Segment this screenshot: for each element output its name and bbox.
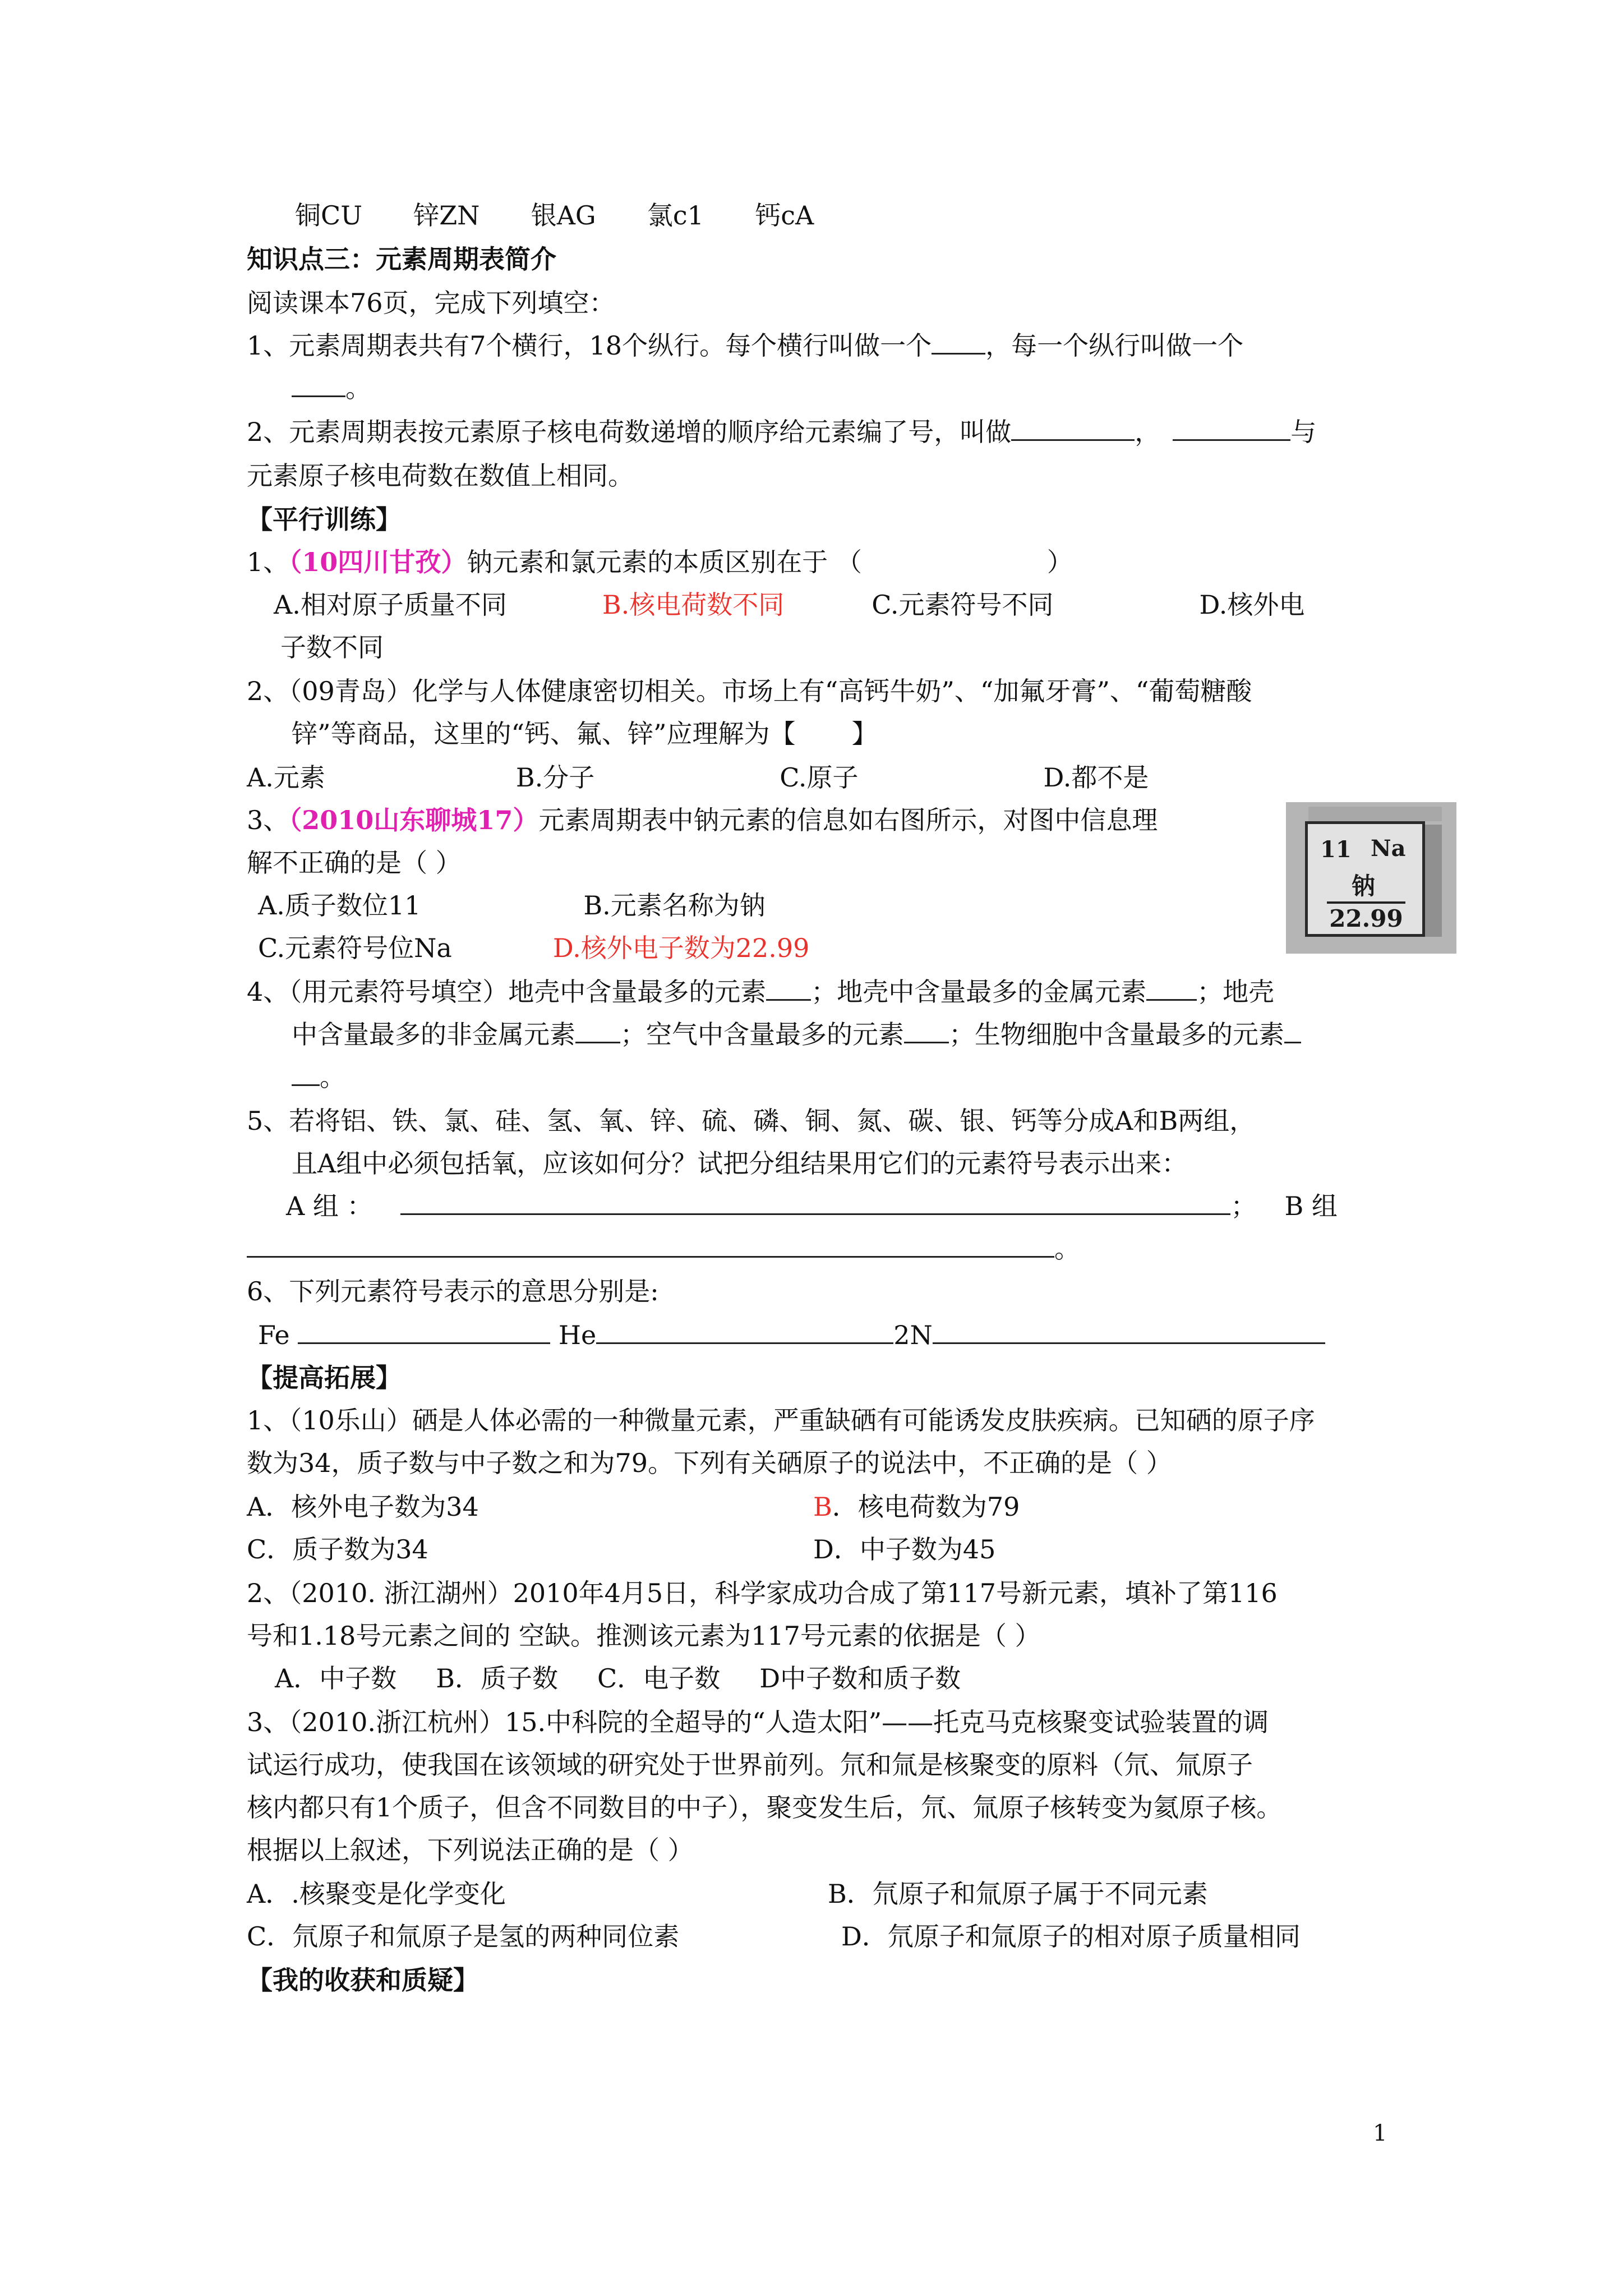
sodium-element-card [1286, 802, 1456, 954]
advanced-q1-option-a: A．核外电子数为34 [247, 1492, 479, 1522]
practice-q1-options [274, 588, 1304, 622]
practice-q6-answers [258, 1318, 1325, 1352]
practice-q3-line2: 解不正确的是（ ） [247, 848, 462, 878]
practice-q4-text-e: ；空气中含量最多的元素 [620, 1019, 904, 1050]
section3-q1 [247, 329, 1243, 362]
section3-intro: 阅读课本76页，完成下列填空： [247, 288, 615, 318]
practice-q5-semicolon: ； [1230, 1191, 1257, 1221]
advanced-q2-option-d: D中子数和质子数 [759, 1663, 961, 1694]
section3-q1-text-a: 1、元素周期表共有7个横行，18个纵行。每个横行叫做一个 [247, 330, 932, 361]
practice-q4-text-d: 中含量最多的非金属元素 [292, 1019, 575, 1050]
advanced-q3-option-d: D．氘原子和氚原子的相对原子质量相同 [841, 1921, 1301, 1952]
practice-q3-text: 元素周期表中钠元素的信息如右图所示，对图中信息理 [538, 805, 1158, 835]
section3-q1-cont [292, 371, 371, 405]
advanced-q3-option-b: B．氘原子和氚原子属于不同元素 [828, 1879, 1208, 1909]
harvest-title: 【我的收获和质疑】 [247, 1965, 479, 1995]
practice-q1-number: 1、 [247, 547, 289, 577]
practice-q3-source: （2010山东聊城17） [289, 805, 539, 835]
advanced-q1-option-d: D．中子数为45 [813, 1534, 996, 1565]
element-symbols-line [295, 199, 814, 232]
practice-q4-line3 [292, 1060, 345, 1094]
advanced-q1-option-b-letter: B [813, 1492, 832, 1522]
advanced-q3-option-c: C．氘原子和氚原子是氢的两种同位素 [247, 1921, 680, 1952]
practice-q4-end: 。 [320, 1062, 345, 1092]
practice-q1 [247, 545, 1073, 579]
advanced-q1-option-c: C．质子数为34 [247, 1534, 428, 1565]
practice-q3-options-cd [258, 931, 809, 965]
practice-q2-option-a: A.元素 [247, 762, 325, 793]
advanced-q1-line2: 数为34，质子数与中子数之和为79。下列有关硒原子的说法中，不正确的是（ ） [247, 1448, 1172, 1478]
section3-q1-text-b: ，每一个纵行叫做一个 [985, 330, 1244, 361]
practice-q2-option-c: C.原子 [780, 762, 859, 793]
practice-q4-blank5[interactable] [1284, 1019, 1301, 1043]
practice-q3-option-d: D.核外电子数为22.99 [552, 933, 810, 963]
practice-q1-option-a: A.相对原子质量不同 [274, 590, 507, 620]
practice-q2-close: 】 [851, 719, 878, 749]
practice-q5-group-b-label: B 组 [1284, 1191, 1338, 1221]
practice-q3-options-ab [258, 889, 766, 922]
advanced-title: 【提高拓展】 [247, 1363, 402, 1393]
practice-q2-line2 [292, 717, 878, 751]
practice-q1-text: 钠元素和氯元素的本质区别在于 （ [467, 547, 862, 577]
element-zn: 锌ZN [413, 200, 480, 231]
practice-q5-group-a-blank[interactable] [400, 1191, 1230, 1215]
practice-title: 【平行训练】 [247, 504, 402, 535]
element-cu: 铜CU [295, 200, 362, 231]
section3-q1-blank2[interactable] [292, 373, 345, 397]
section3-q2-blank2[interactable] [1173, 417, 1290, 441]
advanced-q1-line1: 1、（10乐山）硒是人体必需的一种微量元素，严重缺硒有可能诱发皮肤疾病。已知硒的原子序 [247, 1405, 1315, 1435]
advanced-q3-line2: 试运行成功，使我国在该领域的研究处于世界前列。氘和氚是核聚变的原料（氘、氚原子 [247, 1750, 1253, 1780]
element-cl: 氯c1 [647, 200, 704, 231]
advanced-q3-line3: 核内都只有1个质子，但含不同数目的中子），聚变发生后，氘、氚原子核转变为氦原子核。 [247, 1792, 1283, 1823]
advanced-q2-option-b: B．质子数 [436, 1663, 559, 1694]
advanced-q3-options-cd [247, 1920, 1301, 1953]
practice-q2-text: 锌”等商品，这里的“钙、氟、锌”应理解为【 [292, 719, 796, 749]
card-atomic-mass: 22.99 [1327, 901, 1405, 932]
section3-q1-blank1[interactable] [932, 330, 985, 355]
card-side-face [1425, 825, 1442, 937]
advanced-q3-line1: 3、（2010.浙江杭州）15.中科院的全超导的“人造太阳”——托克马克核聚变试验装置的调 [247, 1707, 1269, 1737]
practice-q6-2n-blank[interactable] [933, 1320, 1325, 1344]
advanced-q2-option-a: A．中子数 [275, 1663, 397, 1694]
advanced-q3-line4: 根据以上叙述，下列说法正确的是（ ） [247, 1835, 694, 1865]
advanced-q1-option-b: ．核电荷数为79 [832, 1492, 1020, 1522]
practice-q5-group-b-blank[interactable] [247, 1234, 1054, 1258]
practice-q4-blank1[interactable] [766, 977, 811, 1001]
practice-q1-option-d: D.核外电 [1199, 590, 1305, 620]
practice-q1-option-c: C.元素符号不同 [872, 590, 1054, 620]
practice-q2-option-b: B.分子 [515, 762, 595, 793]
practice-q1-source: （10四川甘孜） [289, 547, 467, 577]
practice-q4-blank4[interactable] [904, 1019, 949, 1043]
practice-q2-option-d: D.都不是 [1043, 762, 1149, 793]
element-ag: 银AG [531, 200, 596, 231]
practice-q4-blank3[interactable] [575, 1019, 620, 1043]
section3-q2-text-c: 与 [1290, 417, 1317, 447]
advanced-q2-line1: 2、（2010. 浙江湖州）2010年4月5日，科学家成功合成了第117号新元素，填补了第116 [247, 1578, 1278, 1608]
practice-q3-option-c: C.元素符号位Na [258, 933, 452, 963]
advanced-q1-options-cd [247, 1533, 995, 1566]
practice-q5-groups [286, 1189, 1338, 1223]
practice-q4-blank2[interactable] [1146, 977, 1197, 1001]
practice-q2-line1: 2、（09青岛）化学与人体健康密切相关。市场上有“高钙牛奶”、“加氟牙膏”、“葡萄糖酸 [247, 676, 1252, 706]
practice-q4-line1 [247, 975, 1274, 1009]
practice-q4-text-f: ；生物细胞中含量最多的元素 [949, 1019, 1284, 1050]
practice-q6-2n-label: 2N [893, 1320, 933, 1350]
card-element-symbol: Na [1371, 835, 1406, 862]
practice-q3-number: 3、 [247, 805, 289, 835]
section3-title: 知识点三：元素周期表简介 [247, 244, 556, 274]
section3-q2-text-a: 2、元素周期表按元素原子核电荷数递增的顺序给元素编了号，叫做 [247, 417, 1012, 447]
section3-q2-blank1[interactable] [1011, 417, 1135, 441]
practice-q1-option-d-wrap: 子数不同 [280, 632, 384, 662]
advanced-q3-options-ab [247, 1877, 1208, 1911]
practice-q5-line2: 且A组中必须包括氧，应该如何分？试把分组结果用它们的元素符号表示出来： [292, 1148, 1188, 1179]
advanced-q2-line2: 号和1.18号元素之间的 空缺。推测该元素为117号元素的依据是（ ） [247, 1621, 1041, 1651]
practice-q6-he-label: He [558, 1320, 597, 1350]
card-front-face [1305, 821, 1425, 937]
advanced-q2-options [275, 1662, 961, 1695]
section3-q2 [247, 415, 1316, 449]
card-atomic-number: 11 [1320, 836, 1352, 863]
advanced-q1-options-ab [247, 1490, 1020, 1524]
practice-q4-blank5-cont[interactable] [292, 1062, 320, 1086]
page-number: 1 [1373, 2120, 1387, 2146]
practice-q4-line2 [292, 1018, 1301, 1051]
practice-q3-option-b: B.元素名称为钠 [583, 890, 766, 921]
practice-q4-text-b: ；地壳中含量最多的金属元素 [811, 977, 1147, 1007]
section3-q1-text-c: 。 [345, 373, 371, 403]
section3-q2-text-b: ， [1135, 417, 1161, 447]
practice-q5-line1: 5、若将铝、铁、氯、硅、氢、氧、锌、硫、磷、铜、氮、碳、银、钙等分成A和B两组， [247, 1106, 1256, 1136]
card-element-name: 钠 [1352, 872, 1376, 900]
card-top-face [1308, 807, 1442, 821]
practice-q5-end: 。 [1054, 1234, 1080, 1264]
element-ca: 钙cA [755, 200, 814, 231]
practice-q3-option-a: A.质子数位11 [258, 890, 421, 921]
practice-q6-he-blank[interactable] [596, 1320, 893, 1344]
practice-q1-option-b: B.核电荷数不同 [602, 590, 785, 620]
practice-q5-group-a-label: A 组 ： [286, 1191, 373, 1221]
practice-q6-fe-blank[interactable] [298, 1320, 550, 1344]
advanced-q2-option-c: C．电子数 [597, 1663, 721, 1694]
practice-q6-fe-label: Fe [258, 1320, 290, 1350]
practice-q6-line: 6、下列元素符号表示的意思分别是: [247, 1276, 659, 1306]
practice-q5-group-b-line [247, 1232, 1080, 1266]
section3-q2-cont: 元素原子核电荷数在数值上相同。 [247, 461, 634, 491]
practice-q2-options [247, 761, 1149, 794]
practice-q3-line1 [247, 803, 1158, 837]
practice-q4-text-a: 4、（用元素符号填空）地壳中含量最多的元素 [247, 977, 767, 1007]
advanced-q3-option-a: A．.核聚变是化学变化 [247, 1879, 506, 1909]
practice-q1-close: ） [1046, 547, 1073, 577]
practice-q4-text-c: ；地壳 [1197, 977, 1275, 1007]
